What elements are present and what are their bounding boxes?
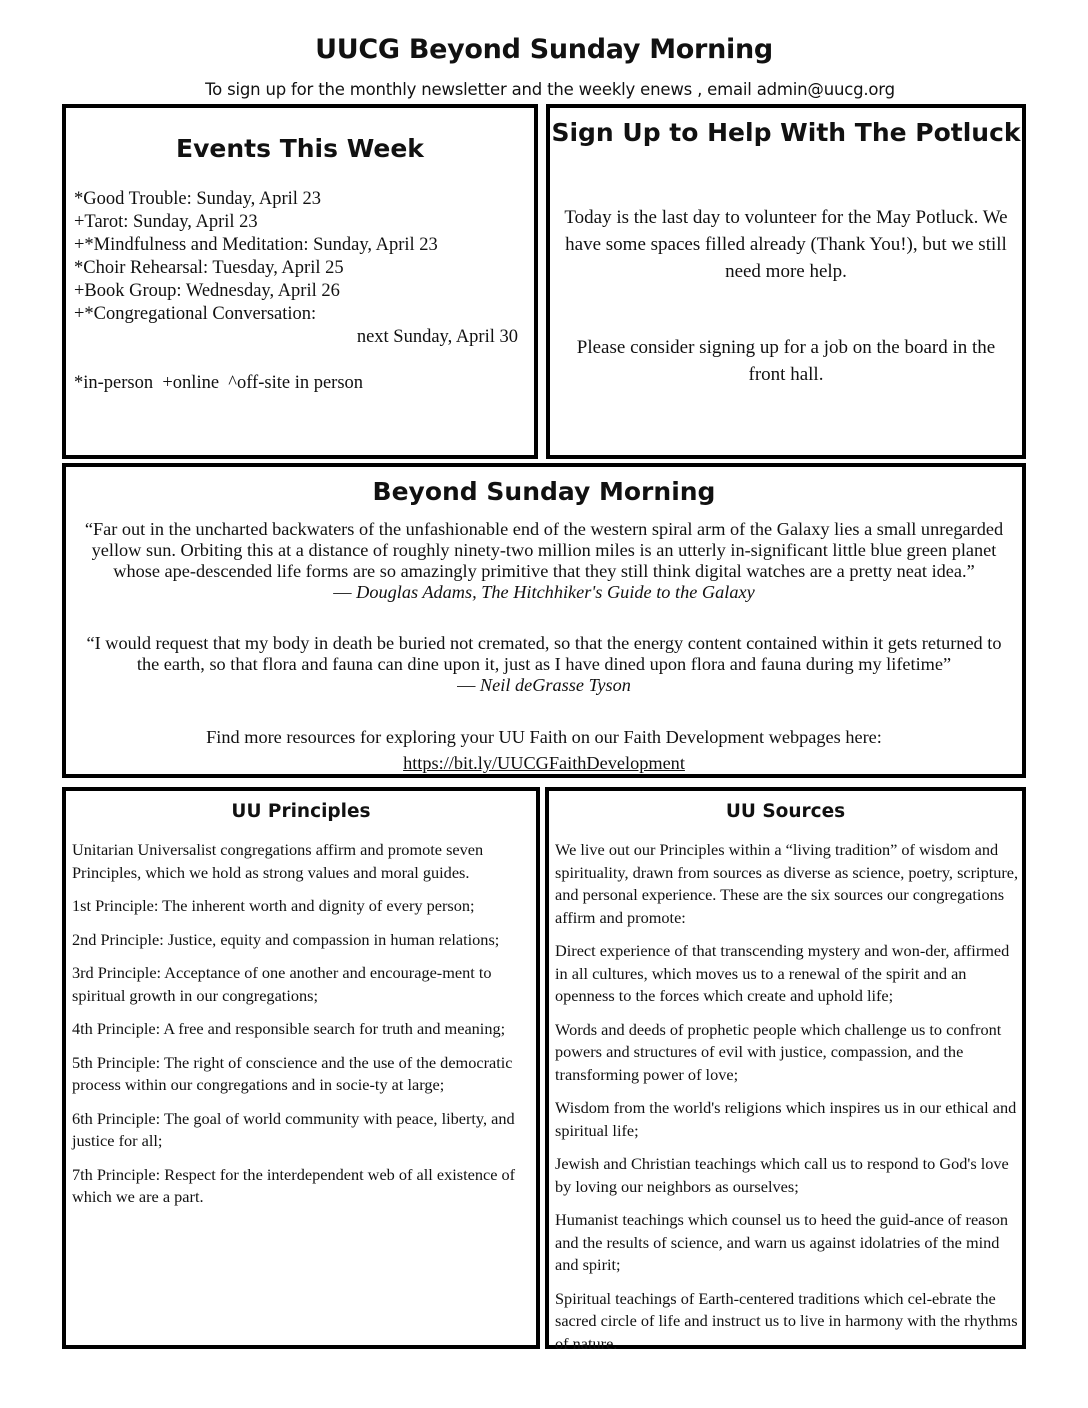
event-item: *Choir Rehearsal: Tuesday, April 25	[74, 258, 344, 278]
principle-paragraph: 7th Principle: Respect for the interdependent web of all existence of which we are a part.	[72, 1164, 516, 1206]
source-paragraph: We live out our Principles within a “living tradition” of wisdom and spirituality, drawn from sources as diverse as science, poetry, scripture, and personal experience. These are the six sources our congregations affirm and promote:	[555, 840, 1019, 927]
potluck-heading: Sign Up to Help With The Potluck	[551, 118, 1021, 147]
resources-note	[76, 724, 1012, 776]
event-item: +Tarot: Sunday, April 23	[74, 212, 258, 232]
events-box	[62, 104, 538, 459]
source-paragraph: Words and deeds of prophetic people which challenge us to confront powers and structures of evil with justice, compassion, and the transforming power of love;	[555, 1019, 1002, 1084]
source-paragraph: Wisdom from the world's religions which inspires us in our ethical and spiritual life;	[555, 1098, 1017, 1140]
event-item-date: next Sunday, April 30	[356, 327, 518, 347]
quote-block	[76, 519, 1012, 603]
event-item: *Good Trouble: Sunday, April 23	[74, 189, 322, 209]
page-title: UUCG Beyond Sunday Morning	[315, 34, 773, 65]
quote-text: “I would request that my body in death be buried not cremated, so that the energy content contained within it gets returned to the earth, so that flora and fauna can dine upon it, just as I have dined upon flora and fauna during my lifetime”	[86, 633, 1002, 674]
events-heading: Events This Week	[176, 134, 424, 163]
principles-list	[72, 839, 530, 1220]
potluck-box	[546, 104, 1026, 459]
events-legend: *in-person +online ^off-site in person	[74, 373, 364, 393]
beyond-sunday-box	[62, 463, 1026, 778]
principle-paragraph: 5th Principle: The right of conscience and the use of the democratic process within our congregations and in socie-ty at large;	[72, 1052, 513, 1094]
sources-list	[555, 839, 1020, 1366]
source-paragraph: Jewish and Christian teachings which call us to respond to God's love by loving our neighbors as ourselves;	[555, 1154, 1009, 1196]
potluck-paragraph: Today is the last day to volunteer for the May Potluck. We have some spaces filled already (Thank You!), but we still need more help.	[564, 207, 1008, 282]
principles-heading: UU Principles	[231, 801, 371, 822]
principle-paragraph: 6th Principle: The goal of world community with peace, liberty, and justice for all;	[72, 1108, 515, 1150]
source-paragraph: Spiritual teachings of Earth-centered traditions which cel-ebrate the sacred circle of life and instruct us to live in harmony with the rhythms of nature.	[555, 1288, 1018, 1353]
potluck-paragraph: Please consider signing up for a job on the board in the front hall.	[576, 337, 996, 385]
event-item: +Book Group: Wednesday, April 26	[74, 281, 340, 301]
principles-box	[62, 787, 540, 1349]
principle-paragraph: 4th Principle: A free and responsible search for truth and meaning;	[72, 1019, 506, 1038]
source-paragraph: Humanist teachings which counsel us to heed the guid-ance of reason and the results of science, and warn us against idolatries of the mind and spirit;	[555, 1210, 1009, 1274]
source-paragraph: Direct experience of that transcending mystery and won-der, affirmed in all cultures, which moves us to a renewal of the spirit and an openness to the forces which create and uphold life;	[555, 941, 1010, 1005]
event-item: +*Mindfulness and Meditation: Sunday, April 23	[74, 235, 438, 255]
quote-attribution: ― Neil deGrasse Tyson	[457, 675, 631, 695]
events-list	[74, 188, 526, 349]
principle-paragraph: 1st Principle: The inherent worth and dignity of every person;	[72, 896, 475, 915]
quote-text: “Far out in the uncharted backwaters of the unfashionable end of the western spiral arm of the Galaxy lies a small unregarded yellow sun. Orbiting this at a distance of roughly ninety-two million miles is an utterly in-significant little blue green planet whose ape-descended life forms are so amazingly primitive that they still think digital watches are a pretty neat idea.”	[84, 519, 1004, 581]
quote-attribution: ― Douglas Adams, The Hitchhiker's Guide to the Galaxy	[333, 582, 755, 602]
sources-heading: UU Sources	[725, 801, 846, 822]
principle-paragraph: 3rd Principle: Acceptance of one another and encourage-ment to spiritual growth in our congregations;	[72, 963, 492, 1005]
newsletter-signup-note: To sign up for the monthly newsletter and the weekly enews , email admin@uucg.org	[205, 80, 895, 99]
principle-paragraph: 2nd Principle: Justice, equity and compassion in human relations;	[72, 929, 500, 949]
faith-development-link[interactable]: https://bit.ly/UUCGFaithDevelopment	[403, 753, 685, 773]
beyond-heading: Beyond Sunday Morning	[372, 477, 716, 506]
resources-text: Find more resources for exploring your UU Faith on our Faith Development webpages here:	[206, 727, 882, 747]
quote-block	[76, 633, 1012, 696]
event-item: +*Congregational Conversation:	[74, 304, 317, 324]
principle-paragraph: Unitarian Universalist congregations affirm and promote seven Principles, which we hold as strong values and moral guides.	[72, 840, 484, 882]
sources-box	[545, 787, 1026, 1353]
